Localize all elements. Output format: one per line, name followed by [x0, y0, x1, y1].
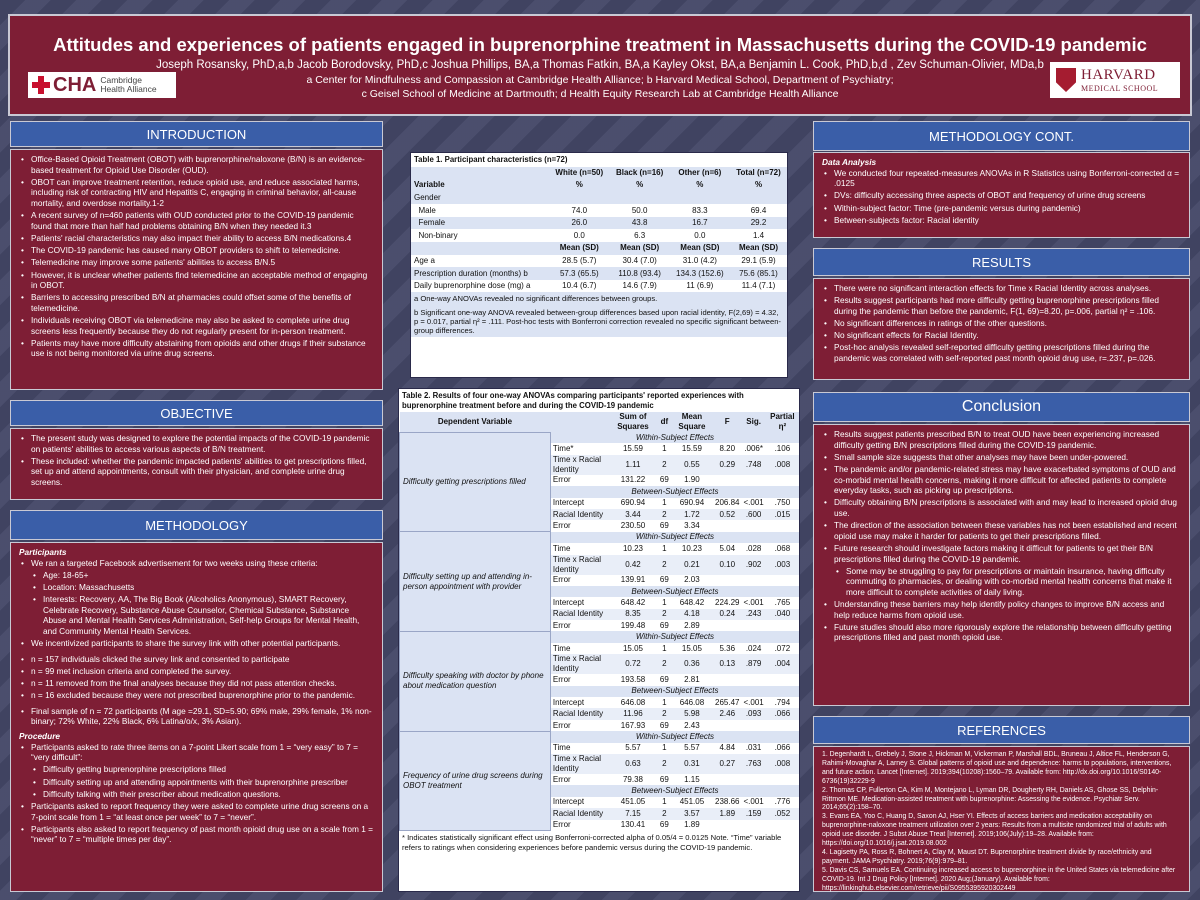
- table-row: Time x Racial Identity 0.42 2 0.21 0.10 .902 .003: [400, 555, 800, 575]
- list-item: • Location: Massachusetts: [19, 582, 374, 593]
- methodology-cont-section: Data Analysis • We conducted four repeated-measures ANOVAs in R Statistics using Bonferroni-corrected α = .0125 • DVs: difficulty accessing three aspects of OBOT and frequency of urine drug screens • Within-subject factor: Time (pre-pandemic versus during pandemic) • Between-subjects factor: Racial identity: [813, 152, 1190, 238]
- list-item: • We ran a targeted Facebook advertisement for two weeks using these criteria:: [19, 558, 374, 569]
- list-item: • Participants asked to report frequency they were asked to complete urine drug screens on a 7-point scale from 1 = “at least once per week” to 7 = “never”.: [19, 801, 374, 822]
- list-item: • Telemedicine may improve some patients' abilities to access B/N.5: [19, 257, 374, 268]
- list-item: • Final sample of n = 72 participants (M age =29.1, SD=5.90; 69% male, 29% female, 1% non-binary; 72% White, 22% Black, 6% Latina/o/x, 3% Asian).: [19, 706, 374, 727]
- harvard-logo: HARVARD MEDICAL SCHOOL: [1050, 62, 1180, 98]
- list-item: • Participants also asked to report frequency of past month opioid drug use on a scale from 1 = “never” to 7 = “multiple times per day”.: [19, 824, 374, 845]
- table-row: Error 199.48 69 2.89: [552, 620, 700, 630]
- table-row: Difficulty setting up and attending in-person appointment with provider Within-Subject Effects: [400, 532, 800, 543]
- table-row: Dependent Variable Sum of Squares df Mean Square F Sig. Partial η²: [400, 412, 800, 432]
- table-row: Error 167.93 69 2.43: [552, 720, 700, 730]
- table-row: Daily buprenorphine dose (mg) a 10.4 (6.7) 14.6 (7.9) 11 (6.9) 11.4 (7.1): [414, 281, 776, 291]
- table-1: Table 1. Participant characteristics (n=72) White (n=50) Black (n=16) Other (n=6) Total (n=72) Variable % % % % Gender Male 74.0 50.0 83.3 69.4 Female 26.0 43.8 16.7 29.2 Non-binary 0.0 6.3 0.0 1.4 Mean (SD) Mean (SD) Mean (SD) Mean (SD) Age a 28.5 (5.7) 30.4 (7.0) 31.0 (4.2) 29.1 (5.9) Prescription duration (months) b 57.3 (65.5) 110.8 (93.4) 134.3 (152.6) 75.6 (85.1) Daily buprenorphine dose (mg) a 10.4 (6.7) 14.6 (7.9) 11 (6.9) 11.4 (7.1) a One-way ANOVAs revealed no significant differences between groups. b Significant one-way ANOVA revealed between-group differences based upon racial identity, F(2,69) = 4.32, p = 0.017, partial η² = .111. Post-hoc tests with Bonferroni correction revealed no specific significant between-group differences.: [410, 152, 788, 378]
- list-item: • The direction of the association between these variables has not been established and recent opioid use may make it harder for patients to get their prescriptions filled.: [822, 520, 1181, 541]
- list-item: • n = 99 met inclusion criteria and completed the survey.: [19, 666, 374, 677]
- list-item: • Difficulty getting buprenorphine prescriptions filled: [19, 764, 374, 775]
- list-item: • The COVID-19 pandemic has caused many OBOT providers to shift to telemedicine.: [19, 245, 374, 256]
- references-section: [813, 746, 1190, 892]
- reference-item: 3. Evans EA, Yoo C, Huang D, Saxon AJ, Hser YI. Effects of access barriers and medication acceptability on buprenorphine-naloxone treatment utilization over 2 years: Results from a multisite randomized trial of adults with opioid use disorder. J Subst Abuse Treat [Internet]. 2019;106(July):19–28. Available from: https://doi.org/10.1016/j.jsat.2019.08.002: [822, 813, 1167, 848]
- list-item: • We conducted four repeated-measures ANOVAs in R Statistics using Bonferroni-corrected α = .0125: [822, 168, 1181, 189]
- table-row: Time x Racial Identity 0.72 2 0.36 0.13 .879 .004: [400, 654, 800, 674]
- list-item: • Results suggest patients prescribed B/N to treat OUD have been experiencing increased difficulty getting B/N prescriptions filled during the COVID-19 pandemic.: [822, 429, 1181, 450]
- table-row: Gender: [411, 192, 787, 205]
- table-row: Intercept 646.08 1 646.08 265.47 <.001 .794: [552, 697, 791, 707]
- table-row: Time x Racial Identity 1.11 2 0.55 0.29 .748 .008: [400, 455, 800, 475]
- table-row: Time 10.23 1 10.23 5.04 .028 .068: [552, 543, 791, 553]
- table-row: Male 74.0 50.0 83.3 69.4: [414, 205, 767, 215]
- table-row: Time 5.57 1 5.57 4.84 .031 .066: [552, 743, 791, 753]
- table-row: Age a 28.5 (5.7) 30.4 (7.0) 31.0 (4.2) 29.1 (5.9): [414, 255, 776, 265]
- list-item: • No significant differences in ratings of the other questions.: [822, 318, 1181, 329]
- reference-item: 4. Lagisetty PA, Ross R, Bohnert A, Clay M, Maust DT. Buprenorphine treatment divide by race/ethnicity and payment. JAMA Psychiatry. 2019;76(9):979–81.: [822, 848, 1152, 865]
- objective-section: [10, 428, 383, 500]
- affiliations-line-2: c Geisel School of Medicine at Dartmouth; d Health Equity Research Lab at Cambridge Health Alliance: [361, 88, 839, 100]
- list-item: • However, it is unclear whether patients find telemedicine an acceptable method of engaging in OBOT.: [19, 270, 374, 291]
- objective-heading: OBJECTIVE: [10, 400, 383, 426]
- list-item: • Difficulty obtaining B/N prescriptions is associated with and may lead to increased opioid drug use.: [822, 497, 1181, 518]
- list-item: • The present study was designed to explore the potential impacts of the COVID-19 pandemic on patients' abilities to access various aspects of B/N treatment.: [19, 433, 374, 454]
- list-item: • Interests: Recovery, AA, The Big Book (Alcoholics Anonymous), SMART Recovery, Celebrate Recovery, Substance Abuse Counselor, Chemical Substance, Substance Abuse and Mental Health Services Administration, Self-help Groups for Mental Health, and Community Mental Health Services.: [19, 594, 374, 636]
- list-item: • Patients may have more difficulty abstaining from opioids and other drugs if their substance use is not being monitored via urine drug screens.: [19, 338, 374, 359]
- list-item: • n = 16 excluded because they were not prescribed buprenorphine prior to the pandemic.: [19, 690, 374, 701]
- table-row: Intercept 648.42 1 648.42 224.29 <.001 .765: [552, 597, 791, 607]
- table-row: Error 230.50 69 3.34: [552, 521, 700, 531]
- table-row: Error 131.22 69 1.90: [552, 475, 700, 485]
- harvard-shield-icon: [1056, 68, 1076, 92]
- list-item: • Participants asked to rate three items on a 7-point Likert scale from 1 = “very easy” to 7 = “very difficult”:: [19, 742, 374, 763]
- introduction-heading: INTRODUCTION: [10, 121, 383, 147]
- list-item: • Barriers to accessing prescribed B/N at pharmacies could offset some of the benefits of telemedicine.: [19, 292, 374, 313]
- table-row: Non-binary 0.0 6.3 0.0 1.4: [414, 230, 765, 240]
- list-item: • Within-subject factor: Time (pre-pandemic versus during pandemic): [822, 203, 1181, 214]
- list-item: • Between-subjects factor: Racial identity: [822, 215, 1181, 226]
- list-item: • Some may be struggling to pay for prescriptions or maintain insurance, having difficulty commuting to pharmacies, or dealing with co-morbid mental health concerns that make it more difficult to complete activities of daily living.: [822, 566, 1181, 598]
- list-item: • We incentivized participants to share the survey link with other potential participants.: [19, 638, 374, 649]
- list-item: • No significant effects for Racial Identity.: [822, 330, 1181, 341]
- table-row: Racial Identity 7.15 2 3.57 1.89 .159 .052: [400, 808, 800, 819]
- list-item: • The pandemic and/or pandemic-related stress may have exacerbated symptoms of OUD and co-morbid mental health concerns, making it more difficult for affected patients to complete everyday tasks, such as picking up prescriptions.: [822, 464, 1181, 496]
- list-item: • Patients' racial characteristics may also impact their ability to access B/N medications.4: [19, 233, 374, 244]
- table-row: Racial Identity 3.44 2 1.72 0.52 .600 .015: [400, 509, 800, 520]
- methodology-cont-heading: METHODOLOGY CONT.: [813, 121, 1190, 151]
- table-row: Prescription duration (months) b 57.3 (65.5) 110.8 (93.4) 134.3 (152.6) 75.6 (85.1): [411, 267, 787, 280]
- list-item: • n = 11 removed from the final analyses because they did not pass attention checks.: [19, 678, 374, 689]
- list-item: • n = 157 individuals clicked the survey link and consented to participate: [19, 654, 374, 665]
- list-item: • Difficulty talking with their prescriber about medication questions.: [19, 789, 374, 800]
- list-item: • Individuals receiving OBOT via telemedicine may also be asked to complete urine drug screens less frequently because they do not regularly present for in-person treatment.: [19, 315, 374, 336]
- table-row: Error 193.58 69 2.81: [552, 674, 700, 684]
- list-item: • A recent survey of n=460 patients with OUD conducted prior to the COVID-19 pandemic found that more than half had problems obtaining B/N when they needed it.3: [19, 210, 374, 231]
- conclusion-section: [813, 424, 1190, 706]
- table-row: Time 15.05 1 15.05 5.36 .024 .072: [552, 643, 791, 653]
- poster-header: [8, 14, 1192, 116]
- list-item: • OBOT can improve treatment retention, reduce opioid use, and reduce associated harms, including risk of contracting HIV and Hepatitis C, engaging in criminal behavior, all-cause mortality, and overdose mortality.1-2: [19, 177, 374, 209]
- table-row: Error 130.41 69 1.89: [552, 820, 700, 830]
- table-row: Difficulty getting prescriptions filled Within-Subject Effects: [400, 432, 800, 443]
- cha-logo: CHA Cambridge Health Alliance: [28, 72, 176, 98]
- author-list: Joseph Rosansky, PhD,a,b Jacob Borodovsky, PhD,c Joshua Phillips, BA,a Thomas Fatkin, BA,a Kayley Okst, BA,a Benjamin L. Cook, PhD,b,d , Zev Schuman-Olivier, MDa,b: [156, 59, 1044, 71]
- table-row: Error 139.91 69 2.03: [552, 575, 700, 585]
- table-row: Racial Identity 8.35 2 4.18 0.24 .243 .040: [400, 609, 800, 620]
- list-item: • Small sample size suggests that other analyses may have been under-powered.: [822, 452, 1181, 463]
- table-row: Time* 15.59 1 15.59 8.20 .006* .106: [552, 444, 791, 454]
- list-item: • Understanding these barriers may help identify policy changes to improve B/N access and help reduce harms from opioid use.: [822, 599, 1181, 620]
- table-row: Time x Racial Identity 0.63 2 0.31 0.27 .763 .008: [400, 754, 800, 774]
- list-item: • Difficulty setting up and attending appointments with their buprenorphine prescriber: [19, 777, 374, 788]
- table-row: Error 79.38 69 1.15: [552, 774, 700, 784]
- table-row: Difficulty speaking with doctor by phone about medication question Within-Subject Effects: [400, 631, 800, 642]
- table-row: Between-Subject Effects: [400, 586, 800, 597]
- table-row: Frequency of urine drug screens during OBOT treatment Within-Subject Effects: [400, 731, 800, 742]
- list-item: • Office-Based Opioid Treatment (OBOT) with buprenorphine/naloxone (B/N) is an evidence-based treatment for Opioid Use Disorder (OUD).: [19, 154, 374, 175]
- table-row: Variable % % % %: [411, 179, 787, 192]
- dependent-variable-cell: Difficulty getting prescriptions filled: [400, 432, 551, 532]
- reference-item: 1. Degenhardt L, Grebely J, Stone J, Hickman M, Vickerman P, Marshall BDL, Bruneau J, Altice FL, Henderson G, Rahimi-Movaghar A, Larney S. Global patterns of opioid use and dependence: harms to populations, interventions, and future action. Lancet [Internet]. 2019;394(10208):1560–79. Available from: http://dx.doi.org/10.1016/S0140-6736(19)32229-9: [822, 751, 1172, 785]
- results-section: [813, 278, 1190, 380]
- list-item: • Post-hoc analysis revealed self-reported difficulty getting prescriptions filled during the pandemic was correlated with self-reported past month opioid drug use, r=.237, p=.026.: [822, 342, 1181, 363]
- dependent-variable-cell: Difficulty speaking with doctor by phone about medication question: [400, 631, 551, 731]
- table-row: Between-Subject Effects: [400, 686, 800, 697]
- list-item: • Results suggest participants had more difficulty getting buprenorphine prescriptions filled during the pandemic than before the pandemic, F(1, 69)=8.20, p=.006, partial η² = .106.: [822, 295, 1181, 316]
- methodology-heading: METHODOLOGY: [10, 510, 383, 540]
- introduction-section: [10, 149, 383, 390]
- table-row: Between-Subject Effects: [400, 486, 800, 497]
- references-heading: REFERENCES: [813, 716, 1190, 744]
- table-2: Table 2. Results of four one-way ANOVAs comparing participants' reported experiences with buprenorphine treatment before and during the COVID-19 pandemic Dependent Variable Sum of Squares df Mean Square F Sig. Partial η² Difficulty getting prescriptions filled Within-Subject Effects Time* 15.59 1 15.59 8.20 .006* .106 Time x Racial Identity 1.11 2 0.55 0.29 .748 .008 Error 131.22 69 1.90 Between-Subject Effects Intercept 690.94 1 690.94 206.84 <.001 .750 Racial Identity 3.44 2 1.72 0.52 .600 .015 Error 230.50 69 3.34 Difficulty setting up and attending in-person appointment with provider Within-Subject Effects Time 10.23 1 10.23 5.04 .028 .068 Time x Racial Identity 0.42 2 0.21 0.10 .902 .003 Error 139.91 69 2.03 Between-Subject Effects Intercept 648.42 1 648.42 224.29 <.001 .765 Racial Identity 8.35 2 4.18 0.24 .243 .040 Error 199.48 69 2.89 Difficulty speaking with doctor by phone about medication question Within-Subject Effects Time 15.05 1 15.05 5.36 .024 .072 Time x Racial Identity 0.72 2 0.36 0.13 .879 .004 Error 193.58 69 2.81 Between-Subject Effects Intercept 646.08 1 646.08 265.47 <.001 .794 Racial Identity 11.96 2 5.98 2.46 .093 .066 Error 167.93 69 2.43 Frequency of urine drug screens during OBOT treatment Within-Subject Effects Time 5.57 1 5.57 4.84 .031 .066 Time x Racial Identity 0.63 2 0.31 0.27 .763 .008 Error 79.38 69 1.15 Between-Subject Effects Intercept 451.05 1 451.05 238.66 <.001 .776 Racial Identity 7.15 2 3.57 1.89 .159 .052 Error 130.41 69 1.89 * Indicates statistically significant effect using Bonferroni-corrected alpha of 0.05/4 = 0.0125 Note. “Time” variable refers to ratings when considering experiences before pandemic versus during the COVID-19 pandemic.: [398, 388, 800, 892]
- list-item: • DVs: difficulty accessing three aspects of OBOT and frequency of urine drug screens: [822, 190, 1181, 201]
- table-row: Mean (SD) Mean (SD) Mean (SD) Mean (SD): [411, 242, 787, 255]
- list-item: • Future research should investigate factors making it difficult for patients to get their B/N prescriptions filled during the COVID-19 pandemic.: [822, 543, 1181, 564]
- table-row: Between-Subject Effects: [400, 785, 800, 796]
- table-row: Intercept 690.94 1 690.94 206.84 <.001 .750: [552, 498, 791, 508]
- dependent-variable-cell: Frequency of urine drug screens during OBOT treatment: [400, 731, 551, 831]
- conclusion-heading: Conclusion: [813, 392, 1190, 422]
- table-row: White (n=50) Black (n=16) Other (n=6) Total (n=72): [411, 167, 787, 180]
- medical-cross-icon: [32, 76, 50, 94]
- list-item: • Age: 18-65+: [19, 570, 374, 581]
- table-row: Female 26.0 43.8 16.7 29.2: [411, 217, 787, 230]
- table-row: Racial Identity 11.96 2 5.98 2.46 .093 .066: [400, 708, 800, 719]
- list-item: • These included: whether the pandemic impacted patients' abilities to get prescriptions filled, set up and attend appointments, consult with their physician, and complete urine drug screens.: [19, 456, 374, 488]
- results-heading: RESULTS: [813, 248, 1190, 276]
- dependent-variable-cell: Difficulty setting up and attending in-person appointment with provider: [400, 532, 551, 632]
- methodology-section: Participants • We ran a targeted Facebook advertisement for two weeks using these criteria: • Age: 18-65+ • Location: Massachusetts • Interests: Recovery, AA, The Big Book (Alcoholics Anonymous), SMART Recovery, Celebrate Recovery, Substance Abuse Counselor, Chemical Substance, Substance Abuse and Mental Health Services Administration, Self-help Groups for Mental Health, and Community Mental Health Services. • We incentivized participants to share the survey link with other potential participants. • n = 157 individuals clicked the survey link and consented to participate • n = 99 met inclusion criteria and completed the survey. • n = 11 removed from the final analyses because they did not pass attention checks. • n = 16 excluded because they were not prescribed buprenorphine prior to the pandemic. • Final sample of n = 72 participants (M age =29.1, SD=5.90; 69% male, 29% female, 1% non-binary; 72% White, 22% Black, 6% Latina/o/x, 3% Asian). Procedure • Participants asked to rate three items on a 7-point Likert scale from 1 = “very easy” to 7 = “very difficult”: • Difficulty getting buprenorphine prescriptions filled • Difficulty setting up and attending appointments with their buprenorphine prescriber • Difficulty talking with their prescriber about medication questions. • Participants asked to report frequency they were asked to complete urine drug screens on a 7-point scale from 1 = “at least once per week” to 7 = “never”. • Participants also asked to report frequency of past month opioid drug use on a scale from 1 = “never” to 7 = “multiple times per day”.: [10, 542, 383, 892]
- poster-title: Attitudes and experiences of patients engaged in buprenorphine treatment in Massachusetts during the COVID-19 pandemic: [53, 34, 1147, 55]
- reference-item: 5. Davis CS, Samuels EA. Continuing increased access to buprenorphine in the United States via telemedicine after COVID-19. Int J Drug Policy [Internet]. 2020 Aug;(January). Available from: https://linkinghub.elsevier.com/retrieve/pii/S0955395920302449: [822, 866, 1176, 892]
- list-item: • Future studies should also more rigorously explore the relationship between difficulty getting prescriptions filled and past month opioid use.: [822, 622, 1181, 643]
- list-item: • There were no significant interaction effects for Time x Racial Identity across analyses.: [822, 283, 1181, 294]
- reference-item: 2. Thomas CP, Fullerton CA, Kim M, Montejano L, Lyman DR, Dougherty RH, Daniels AS, Ghose SS, Delphin-Rittmon ME. Medication-assisted treatment with buprenorphine: Assessing the evidence. Psychiatr Serv. 2014;65(2):158–70.: [822, 786, 1159, 812]
- table-row: Intercept 451.05 1 451.05 238.66 <.001 .776: [552, 797, 791, 807]
- affiliations-line-1: a Center for Mindfulness and Compassion at Cambridge Health Alliance; b Harvard Medical School, Department of Psychiatry;: [306, 74, 894, 86]
